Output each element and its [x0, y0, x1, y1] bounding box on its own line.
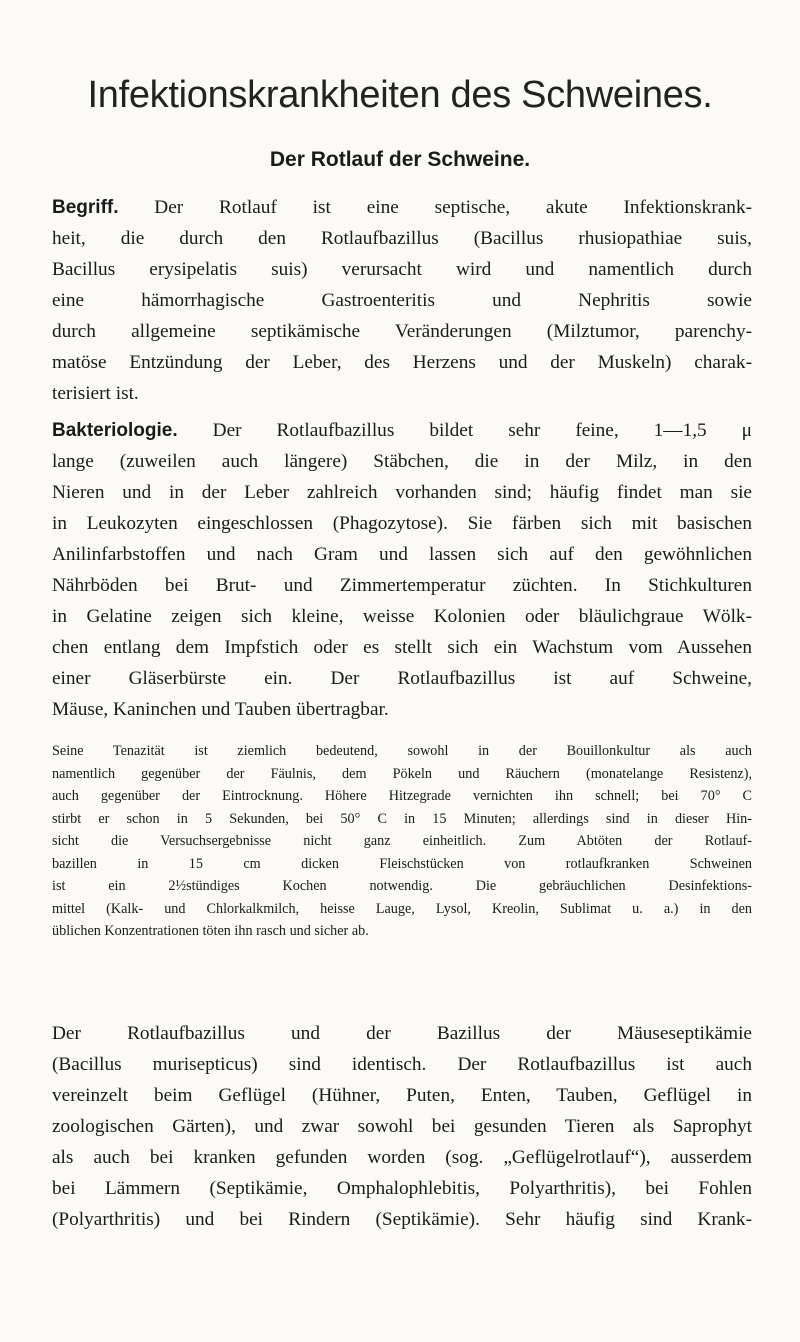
text-line: namentlich gegenüber der Fäulnis, dem Pökeln und Räuchern (monatelange Resistenz),: [52, 765, 752, 782]
text-line: heit, die durch den Rotlaufbazillus (Bacillus rhusiopathiae suis,: [52, 228, 752, 249]
text-line: terisiert ist.: [52, 383, 139, 404]
text-line: lange (zuweilen auch längere) Stäbchen, die in der Milz, in den: [52, 451, 752, 472]
text-line: durch allgemeine septikämische Veränderungen (Milztumor, parenchy-: [52, 321, 752, 342]
text-line: ist ein 2½stündiges Kochen notwendig. Die gebräuchlichen Desinfektions-: [52, 878, 752, 894]
text-line: in Gelatine zeigen sich kleine, weisse Kolonien oder bläulichgraue Wölk-: [52, 606, 752, 627]
paragraph-bakteriologie: [52, 415, 752, 725]
text-line: vereinzelt beim Geflügel (Hühner, Puten, Enten, Tauben, Geflügel in: [52, 1085, 752, 1106]
paragraph-begriff: [52, 192, 752, 409]
text-line: Bacillus erysipelatis suis) verursacht wird und namentlich durch: [52, 259, 752, 280]
page-title: Infektionskrankheiten des Schweines.: [87, 74, 713, 116]
text-line: Nährböden bei Brut- und Zimmertemperatur züchten. In Stichkulturen: [52, 575, 752, 596]
text-line: (Polyarthritis) und bei Rindern (Septikämie). Sehr häufig sind Krank-: [52, 1209, 752, 1230]
text-line: bazillen in 15 cm dicken Fleischstücken von rotlaufkranken Schweinen: [52, 855, 752, 872]
text-line: als auch bei kranken gefunden worden (sog. „Geflügelrotlauf“), ausserdem: [52, 1147, 752, 1168]
text-line: üblichen Konzentrationen töten ihn rasch und sicher ab.: [52, 923, 369, 939]
text-line: Mäuse, Kaninchen und Tauben übertragbar.: [52, 699, 389, 720]
text-line: einer Gläserbürste ein. Der Rotlaufbazillus ist auf Schweine,: [52, 668, 752, 689]
paragraph-lead: Begriff.: [52, 197, 119, 218]
text-line: mittel (Kalk- und Chlorkalkmilch, heisse Lauge, Lysol, Kreolin, Sublimat u. a.) in den: [52, 900, 752, 917]
text-line: Anilinfarbstoffen und nach Gram und lassen sich auf den gewöhnlichen: [52, 544, 752, 565]
text-line: bei Lämmern (Septikämie, Omphalophlebitis, Polyarthritis), bei Fohlen: [52, 1178, 752, 1199]
text-line: in Leukozyten eingeschlossen (Phagozytose). Sie färben sich mit basischen: [52, 513, 752, 534]
text-line: stirbt er schon in 5 Sekunden, bei 50° C in 15 Minuten; allerdings sind in dieser Hin-: [52, 810, 752, 827]
paragraph-mauseseptikamie: [52, 1018, 752, 1235]
text-line: auch gegenüber der Eintrocknung. Höhere Hitzegrade vernichten ihn schnell; bei 70° C: [52, 788, 752, 804]
text-line: (Bacillus murisepticus) sind identisch. Der Rotlaufbazillus ist auch: [52, 1054, 752, 1075]
text-line: Der Rotlaufbazillus und der Bazillus der Mäuseseptikämie: [52, 1023, 752, 1044]
text-line: chen entlang dem Impfstich oder es stellt sich ein Wachstum vom Aussehen: [52, 637, 752, 658]
text-line: matöse Entzündung der Leber, des Herzens und der Muskeln) charak-: [52, 352, 752, 373]
section-heading: Der Rotlauf der Schweine.: [269, 148, 531, 171]
text-line: Bakteriologie. Der Rotlaufbazillus bildet sehr feine, 1—1,5 μ: [52, 420, 752, 441]
text-line: sicht die Versuchsergebnisse nicht ganz einheitlich. Zum Abtöten der Rotlauf-: [52, 833, 752, 849]
text-line: Seine Tenazität ist ziemlich bedeutend, sowohl in der Bouillonkultur als auch: [52, 743, 752, 759]
smallprint-paragraph: [52, 740, 752, 943]
text-line: zoologischen Gärten), und zwar sowohl bei gesunden Tieren als Saprophyt: [52, 1116, 752, 1137]
text-line: Nieren und in der Leber zahlreich vorhanden sind; häufig findet man sie: [52, 482, 752, 503]
paragraph-lead: Bakteriologie.: [52, 420, 178, 441]
text-line: Begriff. Der Rotlauf ist eine septische, akute Infektionskrank-: [52, 197, 752, 218]
text-line: eine hämorrhagische Gastroenteritis und Nephritis sowie: [52, 290, 752, 311]
